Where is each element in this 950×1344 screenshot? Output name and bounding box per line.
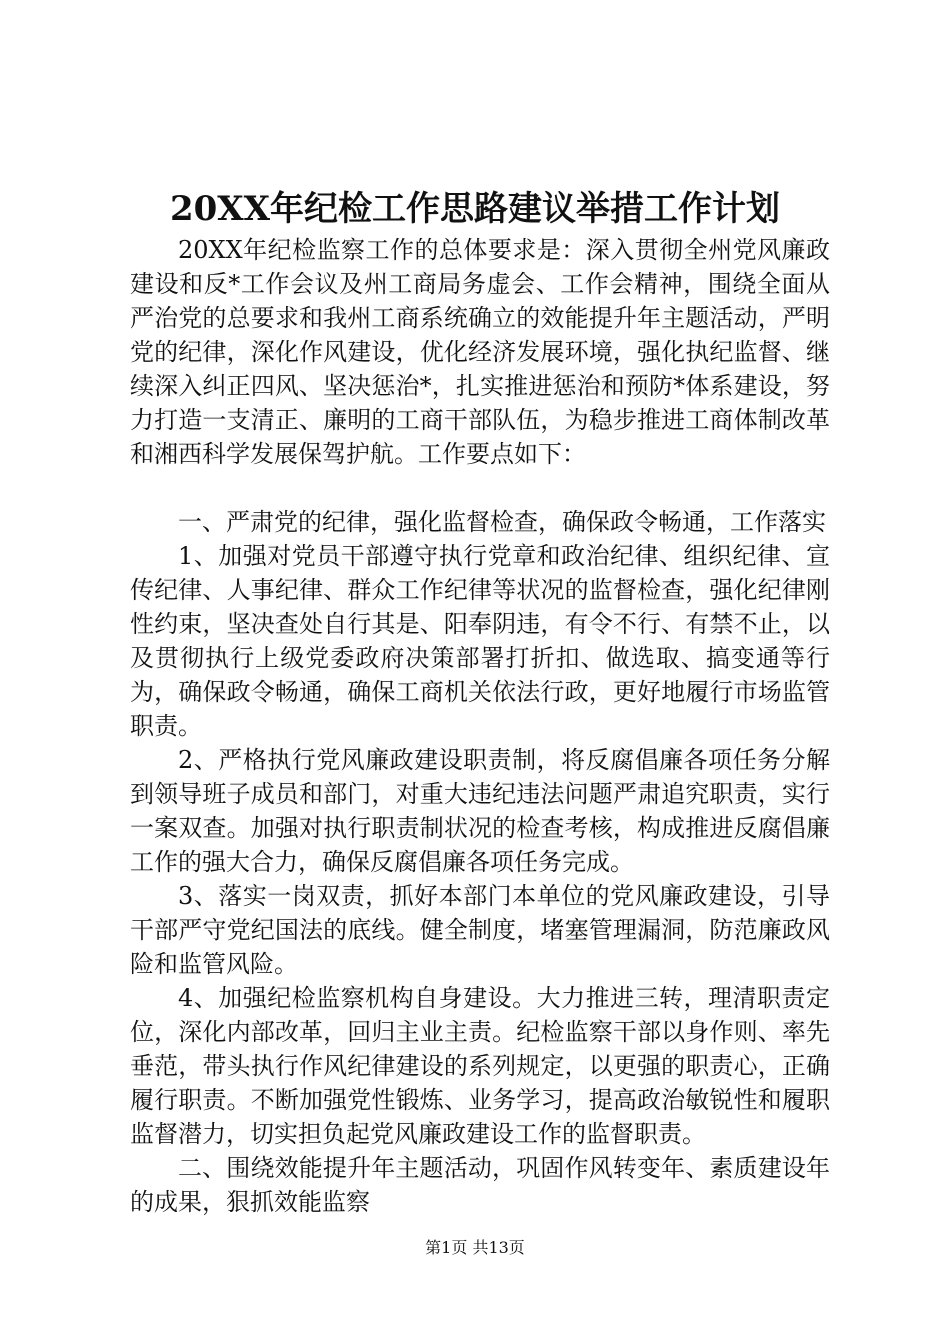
section-heading-2: 二、围绕效能提升年主题活动，巩固作风转变年、素质建设年的成果，狠抓效能监察 [130, 1154, 830, 1216]
paragraph-spacer [130, 471, 830, 505]
document-title: 20XX年纪检工作思路建议举措工作计划 [169, 189, 781, 229]
item-paragraph-1: 1、加强对党员干部遵守执行党章和政治纪律、组织纪律、宣传纪律、人事纪律、群众工作纪律等状况的监督检查，强化纪律刚性约束，坚决查处自行其是、阳奉阴违，有令不行、有禁不止，以及贯彻执行上级党委政府决策部署打折扣、做选取、搞变通等行为，确保政令畅通，确保工商机关依法行政，更好地履行市场监管职责。 [130, 542, 830, 740]
section-heading-1: 一、严肃党的纪律，强化监督检查，确保政令畅通，工作落实 [178, 508, 826, 536]
page-indicator: 第1页 共13页 [425, 1238, 525, 1257]
item-paragraph-3: 3、落实一岗双责，抓好本部门本单位的党风廉政建设，引导干部严守党纪国法的底线。健全制度，堵塞管理漏洞，防范廉政风险和监管风险。 [130, 882, 830, 978]
item-paragraph-4: 4、加强纪检监察机构自身建设。大力推进三转，理清职责定位，深化内部改革，回归主业主责。纪检监察干部以身作则、率先垂范，带头执行作风纪律建设的系列规定，以更强的职责心，正确履行职责。不断加强党性锻炼、业务学习，提高政治敏锐性和履职监督潜力，切实担负起党风廉政建设工作的监督职责。 [130, 984, 830, 1148]
document-body [130, 233, 830, 1219]
intro-paragraph: 20XX年纪检监察工作的总体要求是：深入贯彻全州党风廉政建设和反*工作会议及州工商局务虚会、工作会精神，围绕全面从严治党的总要求和我州工商系统确立的效能提升年主题活动，严明党的纪律，深化作风建设，优化经济发展环境，强化执纪监督、继续深入纠正四风、坚决惩治*，扎实推进惩治和预防*体系建设，努力打造一支清正、廉明的工商干部队伍，为稳步推进工商体制改革和湘西科学发展保驾护航。工作要点如下： [130, 236, 830, 468]
item-paragraph-2: 2、严格执行党风廉政建设职责制，将反腐倡廉各项任务分解到领导班子成员和部门，对重大违纪违法问题严肃追究职责，实行一案双查。加强对执行职责制状况的检查考核，构成推进反腐倡廉工作的强大合力，确保反腐倡廉各项任务完成。 [130, 746, 830, 876]
